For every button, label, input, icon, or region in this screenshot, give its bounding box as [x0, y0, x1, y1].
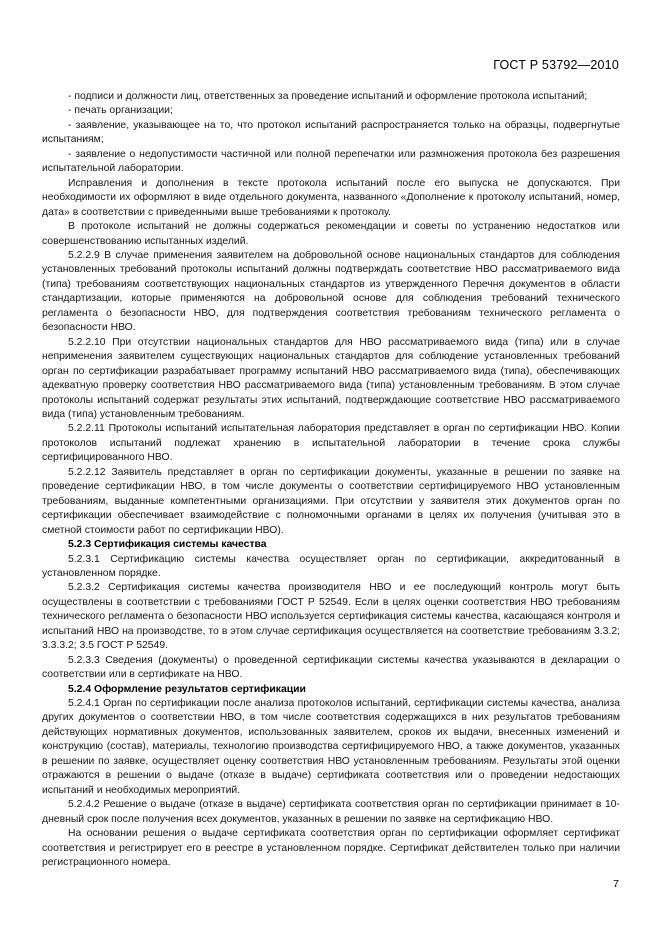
paragraph: В протоколе испытаний не должны содержаться рекомендации и советы по устранению недостатков или совершенствованию испытанных изделий. [42, 221, 620, 247]
paragraph: 5.2.4.1 Орган по сертификации после анализа протоколов испытаний, сертификации системы качества, анализа других документов о соответствии НВО, в том числе соответствия содержащихся в них результатов требованиям действующих нормативных документов, использованных заявителем, сроков их выдачи, внесенных изменений и конструкцию (состав), материалы, технологию производства сертифицируемого НВО, а также документов, указанных в решении по заявке, осуществляет оценку соответствия НВО установленным требованиям. Результаты этой оценки отражаются в решении о выдаче (отказе в выдаче) сертификата соответствия или о проведении недостающих испытаний и необходимых мероприятий. [42, 698, 620, 796]
page-number: 7 [613, 878, 619, 890]
paragraph: Исправления и дополнения в тексте протокола испытаний после его выпуска не допускаются. При необходимости их оформляют в виде отдельного документа, названного «Дополнение к протоколу испытаний, номер, дата» в соответствии с приведенными выше требованиями к протоколу. [42, 177, 620, 218]
paragraph: 5.2.4.2 Решение о выдаче (отказе в выдаче) сертификата соответствия орган по сертификации принимает в 10-дневный срок после получения всех документов, указанных в решении по заявке на сертификацию НВО. [42, 799, 620, 825]
list-item: - подписи и должности лиц, ответственных за проведение испытаний и оформление протокола испытаний; [68, 91, 588, 102]
paragraph: 5.2.2.9 В случае применения заявителем на добровольной основе национальных стандартов для соблюдения установленных требований протоколы испытаний должны подтверждать соответствие НВО рассматриваемого вида (типа) требованиям соответствующих национальных стандартов из утвержденного Перечня документов в области стандартизации, которые применяются на добровольной основе для соблюдения требований технического регламента о безопасности НВО, для подтверждения соответствия требованиям технического регламента о безопасности НВО. [42, 249, 620, 334]
section-heading: 5.2.3 Сертификация системы качества [68, 539, 267, 551]
paragraph: На основании решения о выдаче сертификата соответствия орган по сертификации оформляет сертификат соответствия и регистрирует его в реестре в установленном порядке. Сертификат действителен только при наличии регистрационного номера. [42, 828, 620, 869]
paragraph: 5.2.2.12 Заявитель представляет в орган по сертификации документы, указанные в решении по заявке на проведение сертификации НВО, в том числе документы о соответствии сертифицируемого НВО установленным требованиям, выданные компетентными организациями. При отсутствии у заявителя этих документов орган по сертификации обеспечивает взаимодействие с полномочными органами в целях их получения (учитывая это в сметной стоимости работ по сертификации НВО). [42, 466, 620, 536]
section-heading: 5.2.4 Оформление результатов сертификации [68, 683, 306, 695]
list-item: - заявление о недопустимости частичной или полной перепечатки или размножения протокола без разрешения испытательной лаборатории. [42, 148, 620, 175]
paragraph: 5.2.3.3 Сведения (документы) о проведенной сертификации системы качества указываются в декларации о соответствии или в сертификате на НВО. [42, 654, 620, 681]
list-item: - заявление, указывающее на то, что протокол испытаний распространяется только на образцы, подвергнутые испытаниям; [42, 119, 620, 146]
paragraph: 5.2.3.2 Сертификация системы качества производителя НВО и ее последующий контроль могут быть осуществлены в соответствии с требованиями ГОСТ Р 52549. Если в целях оценки соответствия НВО требованиям технического регламента о безопасности НВО используется сертификация системы качества, касающаяся контроля и испытаний НВО на производстве, то в этом случае сертификация осуществляется на соответствие требованиям 3.3.2; 3.3.3.2; 3.5 ГОСТ Р 52549. [42, 582, 620, 652]
page-header: ГОСТ Р 53792—2010 [493, 58, 619, 72]
paragraph: 5.2.2.11 Протоколы испытаний испытательная лаборатория представляет в орган по сертификации НВО. Копии протоколов испытаний подлежат хранению в испытательной лаборатории в течение срока службы сертифицированного НВО. [42, 423, 620, 464]
paragraph: 5.2.2.10 При отсутствии национальных стандартов для НВО рассматриваемого вида (типа) или в случае неприменения заявителем существующих национальных стандартов для соблюдение установленных требований орган по сертификации разрабатывает программу испытаний НВО рассматриваемого вида (типа), обеспечивающих адекватную проверку соответствия НВО рассматриваемого вида (типа) установленным требованиям. В этом случае протоколы испытаний содержат результаты этих испытаний, подтверждающие соответствие НВО рассматриваемого вида (типа) установленным требованиям. [42, 336, 620, 420]
document-body [42, 90, 620, 870]
paragraph: 5.2.3.1 Сертификацию системы качества осуществляет орган по сертификации, аккредитованный в установленном порядке. [42, 553, 620, 579]
list-item: - печать организации; [68, 105, 173, 117]
